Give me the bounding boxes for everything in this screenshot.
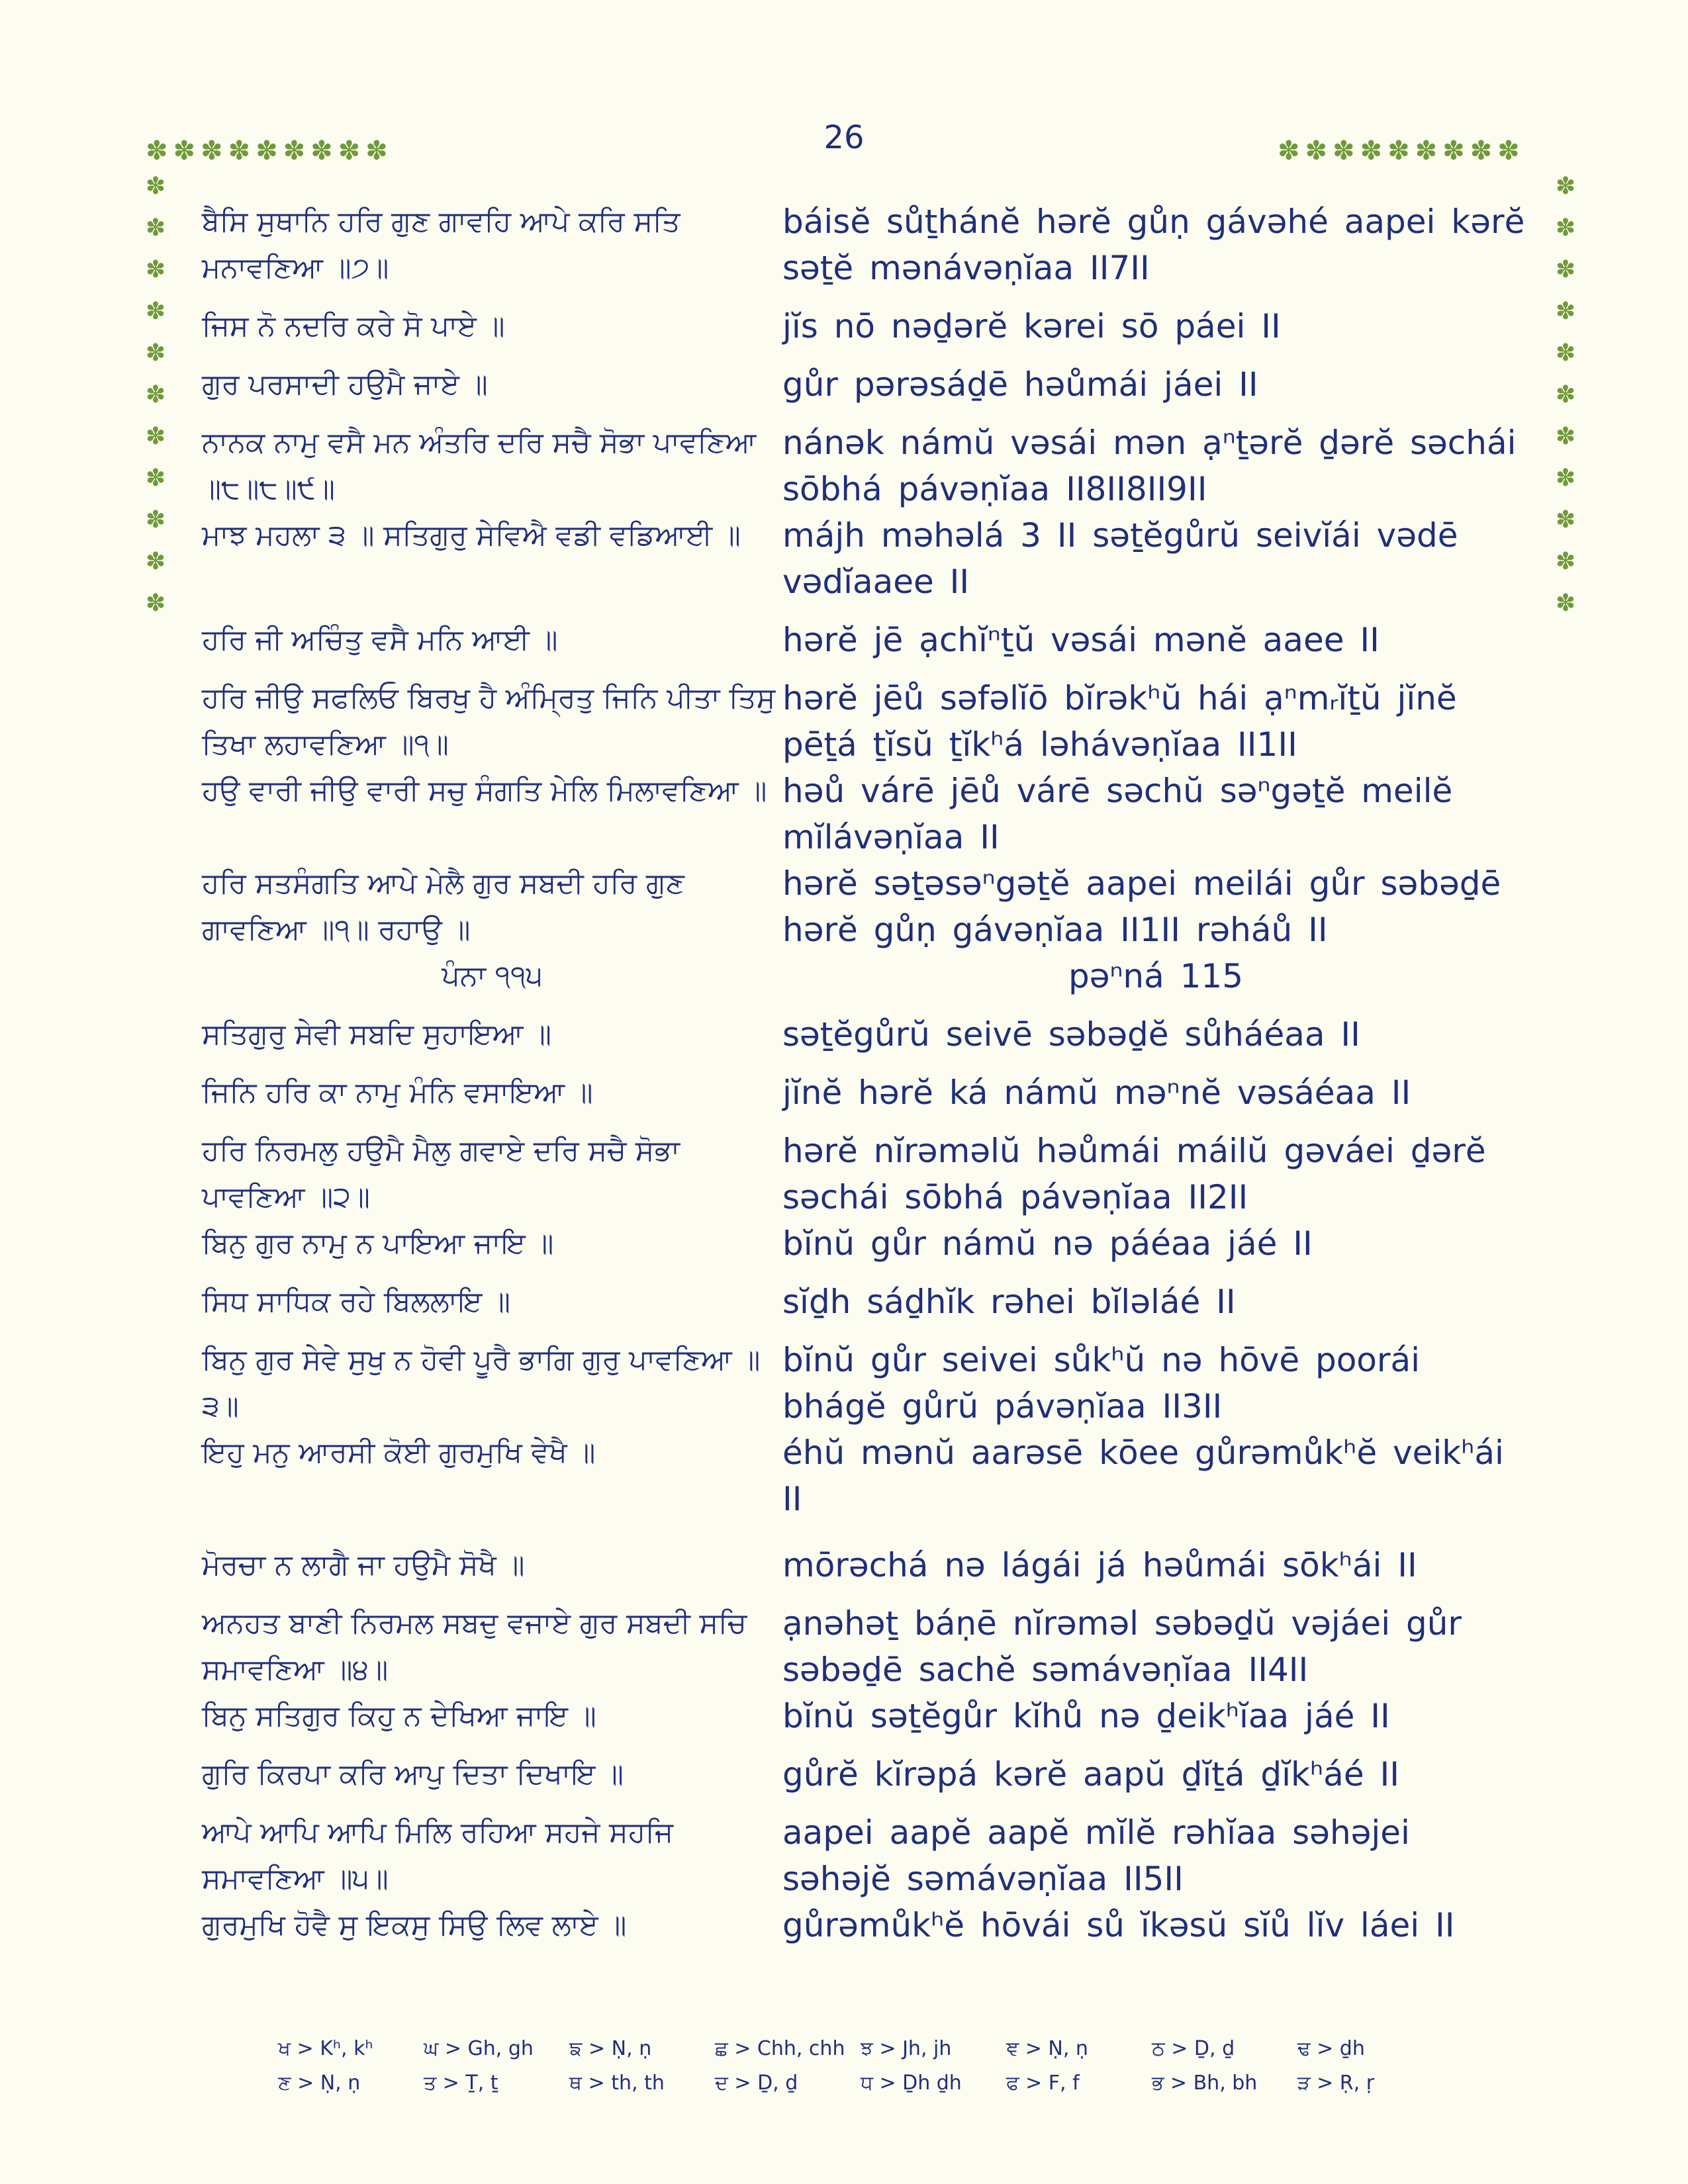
gurmukhi-text: ਅਨਹਤ ਬਾਣੀ ਨਿਰਮਲ ਸਬਦੁ ਵਜਾਏ ਗੁਰ ਸਬਦੀ ਸਚਿ ਸਮਾਵਣਿਆ ॥੪॥	[202, 1607, 747, 1686]
gurmukhi-text: ਹਰਿ ਸਤਸੰਗਤਿ ਆਪੇ ਮੇਲੈ ਗੁਰ ਸਬਦੀ ਹਰਿ ਗੁਣ ਗਾਵਣਿਆ ॥੧॥ ਰਹਾਉ ॥	[202, 867, 684, 946]
verse-row	[202, 1128, 1529, 1220]
gurmukhi-text: ਬਿਨੁ ਗੁਰ ਸੇਵੇ ਸੁਖੁ ਨ ਹੋਵੀ ਪੂਰੈ ਭਾਗਿ ਗੁਰੁ ਪਾਵਣਿਆ ॥੩॥	[202, 1343, 761, 1423]
transliteration-text: nánək námŭ vəsái mən ạⁿṯərĕ ḏərĕ səchái sōbhá pávəṇĭaa II8II8II9II	[782, 424, 1517, 508]
legend-item: ਛ > Chh, chh	[715, 2037, 845, 2060]
verse-row	[202, 768, 1529, 860]
gurmukhi-text: ਹਰਿ ਨਿਰਮਲੁ ਹਉਮੈ ਮੈਲੁ ਗਵਾਏ ਦਰਿ ਸਚੈ ਸੋਭਾ ਪਾਵਣਿਆ ॥੨॥	[202, 1134, 680, 1214]
transliteration-text: bĭnŭ gůr námŭ nə páéaa jáé II	[782, 1224, 1313, 1263]
flower-border-top-right: ✽✽✽✽✽✽✽✽✽	[1278, 136, 1525, 166]
transliteration-text: hərĕ nĭrəməlŭ həůmái máilŭ gəváei ḏərĕ səchái sōbhá pávəṇĭaa II2II	[782, 1132, 1486, 1216]
page-number: 26	[823, 119, 865, 156]
transliteration-text: hərĕ jē ạchĭⁿṯŭ vəsái mənĕ aaee II	[782, 621, 1380, 659]
legend-item: ਙ > Ṇ, ṇ	[569, 2037, 652, 2060]
legend-row	[278, 2066, 1470, 2101]
verse-row	[202, 1337, 1529, 1430]
verse-row	[202, 199, 1529, 291]
roman-page-marker: pəⁿná 115	[1068, 957, 1244, 995]
verse-row	[202, 1751, 1529, 1797]
verse-row	[202, 1809, 1529, 1902]
verse-row	[202, 1600, 1529, 1693]
flower-border-right: ✽ ✽ ✽ ✽ ✽ ✽ ✽ ✽ ✽ ✽ ✽	[1555, 173, 1576, 617]
transliteration-text: ạnəhəṯ báṇē nĭrəməl səbəḏŭ vəjáei gůr səbəḏē sachĕ səmávəṇĭaa II4II	[782, 1604, 1462, 1689]
verse-row	[202, 1902, 1529, 1948]
verse-row	[202, 303, 1529, 349]
legend-item: ਭ > Bh, bh	[1152, 2071, 1258, 2095]
transliteration-text: sĭḏh sáḏhĭk rəhei bĭləláé II	[782, 1283, 1236, 1321]
legend-item: ਣ > Ṇ, ṇ	[278, 2071, 361, 2095]
gurmukhi-text: ਆਪੇ ਆਪਿ ਆਪਿ ਮਿਲਿ ਰਹਿਆ ਸਹਜੇ ਸਹਜਿ ਸਮਾਵਣਿਆ ॥੫॥	[202, 1816, 674, 1895]
verse-row	[202, 617, 1529, 663]
gurmukhi-text: ਗੁਰਮੁਖਿ ਹੋਵੈ ਸੁ ਇਕਸੁ ਸਿਉ ਲਿਵ ਲਾਏ ॥	[202, 1909, 627, 1942]
verse-content	[202, 199, 1529, 1948]
gurmukhi-text: ਹਰਿ ਜੀਉ ਸਫਲਿਓ ਬਿਰਖੁ ਹੈ ਅੰਮ੍ਰਿਤੁ ਜਿਨਿ ਪੀਤਾ ਤਿਸੁ ਤਿਖਾ ਲਹਾਵਣਿਆ ॥੧॥	[202, 682, 776, 761]
verse-row	[202, 1220, 1529, 1267]
gurmukhi-text: ਬਿਨੁ ਗੁਰ ਨਾਮੁ ਨ ਪਾਇਆ ਜਾਇ ॥	[202, 1227, 554, 1260]
gurmukhi-text: ਬੈਸਿ ਸੁਥਾਨਿ ਹਰਿ ਗੁਣ ਗਾਵਹਿ ਆਪੇ ਕਰਿ ਸਤਿ ਮਨਾਵਣਿਆ ॥੭॥	[202, 205, 680, 285]
gurmukhi-text: ਜਿਸ ਨੋ ਨਦਰਿ ਕਰੇ ਸੋ ਪਾਏ ॥	[202, 310, 505, 343]
legend-item: ਝ > Jh, jh	[861, 2037, 952, 2060]
legend-item: ਞ > Ṇ, ṇ	[1006, 2037, 1088, 2060]
gurmukhi-text: ਜਿਨਿ ਹਰਿ ਕਾ ਨਾਮੁ ਮੰਨਿ ਵਸਾਇਆ ॥	[202, 1076, 593, 1109]
legend-item: ਢ > ḏh	[1297, 2037, 1365, 2060]
gurmukhi-text: ਹਉ ਵਾਰੀ ਜੀਉ ਵਾਰੀ ਸਚੁ ਸੰਗਤਿ ਮੇਲਿ ਮਿਲਾਵਣਿਆ ॥	[202, 774, 767, 807]
legend-item: ਧ > Ḏh ḏh	[861, 2071, 962, 2095]
verse-row	[202, 675, 1529, 768]
transliteration-text: hərĕ jēů səfəlĭō bĭrəkʰŭ hái ạⁿmᵣĭṯŭ jĭnĕ pēṯá ṯĭsŭ ṯĭkʰá ləhávəṇĭaa II1II	[782, 679, 1457, 764]
transliteration-text: həů várē jēů várē səchŭ səⁿgəṯĕ meilĕ mĭlávəṇĭaa II	[782, 772, 1453, 856]
transliteration-text: gůr pərəsáḏē həůmái jáei II	[782, 365, 1258, 404]
gurmukhi-text: ਗੁਰ ਪਰਸਾਦੀ ਹਉਮੈ ਜਾਏ ॥	[202, 368, 488, 401]
gurmukhi-text: ਹਰਿ ਜੀ ਅਚਿੰਤੁ ਵਸੈ ਮਨਿ ਆਈ ॥	[202, 623, 558, 657]
gurmukhi-text: ਗੁਰਿ ਕਿਰਪਾ ਕਰਿ ਆਪੁ ਦਿਤਾ ਦਿਖਾਇ ॥	[202, 1758, 624, 1791]
transliteration-text: báisĕ sůṯhánĕ hərĕ gůṇ gávəhé aapei kərĕ səṯĕ mənávəṇĭaa II7II	[782, 203, 1525, 287]
flower-border-left: ✽ ✽ ✽ ✽ ✽ ✽ ✽ ✽ ✽ ✽ ✽	[145, 173, 166, 617]
transliteration-text: hərĕ səṯəsəⁿgəṯĕ aapei meilái gůr səbəḏē hərĕ gůṇ gávəṇĭaa II1II rəháů II	[782, 864, 1501, 949]
flower-border-top-left: ✽✽✽✽✽✽✽✽✽	[146, 136, 393, 166]
verse-row	[202, 420, 1529, 512]
gurmukhi-text: ਇਹੁ ਮਨੁ ਆਰਸੀ ਕੋਈ ਗੁਰਮੁਖਿ ਵੇਖੈ ॥	[202, 1436, 596, 1469]
transliteration-text: gůrəmůkʰĕ hōvái sů ĭkəsŭ sĭů lĭv láei II	[782, 1906, 1455, 1944]
gurmukhi-text: ਮੋਰਚਾ ਨ ਲਾਗੈ ਜਾ ਹਉਮੈ ਸੋਖੈ ॥	[202, 1549, 525, 1582]
transliteration-text: bĭnŭ gůr seivei sůkʰŭ nə hōvē poorái bhágĕ gůrŭ pávəṇĭaa II3II	[782, 1341, 1420, 1426]
transliteration-text: bĭnŭ səṯĕgůr kĭhů nə ḏeikʰĭaa jáé II	[782, 1697, 1390, 1735]
gurmukhi-text: ਸਤਿਗੁਰੁ ਸੇਵੀ ਸਬਦਿ ਸੁਹਾਇਆ ॥	[202, 1018, 552, 1051]
verse-row	[202, 361, 1529, 408]
gurmukhi-text: ਨਾਨਕ ਨਾਮੁ ਵਸੈ ਮਨ ਅੰਤਰਿ ਦਰਿ ਸਚੈ ਸੋਭਾ ਪਾਵਣਿਆ ॥੮॥੮॥੯॥	[202, 426, 757, 506]
verse-row	[202, 1430, 1529, 1522]
legend-item: ਠ > Ḏ, ḏ	[1152, 2037, 1235, 2060]
legend-item: ਤ > Ṯ, ṯ	[424, 2071, 498, 2095]
gurmukhi-text: ਮਾਝ ਮਹਲਾ ੩ ॥ ਸਤਿਗੁਰੁ ਸੇਵਿਐ ਵਡੀ ਵਡਿਆਈ ॥	[202, 519, 741, 552]
verse-row	[202, 1279, 1529, 1325]
legend-item: ਫ > F, f	[1006, 2071, 1080, 2095]
gurmukhi-text: ਬਿਨੁ ਸਤਿਗੁਰ ਕਿਹੁ ਨ ਦੇਖਿਆ ਜਾਇ ॥	[202, 1700, 596, 1733]
transliteration-legend	[278, 2032, 1470, 2101]
gurmukhi-text: ਸਿਧ ਸਾਧਿਕ ਰਹੇ ਬਿਲਲਾਇ ॥	[202, 1285, 510, 1318]
page-marker-row	[202, 953, 1529, 999]
verse-row	[202, 1011, 1529, 1058]
transliteration-text: éhŭ mənŭ aarəsē kōee gůrəmůkʰĕ veikʰái II	[782, 1433, 1504, 1518]
verse-row	[202, 1542, 1529, 1588]
legend-item: ਖ > Kʰ, kʰ	[278, 2037, 373, 2060]
transliteration-text: májh məhəlá 3 II səṯĕgůrŭ seivĭái vədē vədĭaaee II	[782, 516, 1458, 601]
legend-item: ਥ > th, th	[569, 2071, 665, 2095]
legend-row	[278, 2032, 1470, 2066]
legend-item: ੜ > Ṛ, ṛ	[1297, 2071, 1375, 2095]
transliteration-text: aapei aapĕ aapĕ mĭlĕ rəhĭaa səhəjei səhəjĕ səmávəṇĭaa II5II	[782, 1813, 1410, 1898]
legend-item: ਦ > Ḏ, ḏ	[715, 2071, 798, 2095]
verse-row	[202, 1069, 1529, 1116]
legend-item: ਘ > Gh, gh	[424, 2037, 534, 2060]
verse-row	[202, 1693, 1529, 1739]
transliteration-text: jĭnĕ hərĕ ká námŭ məⁿnĕ vəsáéaa II	[782, 1073, 1411, 1112]
transliteration-text: jĭs nō nəḏərĕ kərei sō páei II	[782, 307, 1281, 345]
transliteration-text: gůrĕ kĭrəpá kərĕ aapŭ ḏĭṯá ḏĭkʰáé II	[782, 1755, 1399, 1794]
verse-row	[202, 860, 1529, 953]
verse-row	[202, 512, 1529, 605]
transliteration-text: səṯĕgůrŭ seivē səbəḏĕ sůháéaa II	[782, 1015, 1360, 1054]
gurmukhi-page-marker: ਪੰਨਾ ੧੧੫	[442, 960, 543, 993]
transliteration-text: mōrəchá nə lágái já həůmái sōkʰái II	[782, 1546, 1417, 1584]
